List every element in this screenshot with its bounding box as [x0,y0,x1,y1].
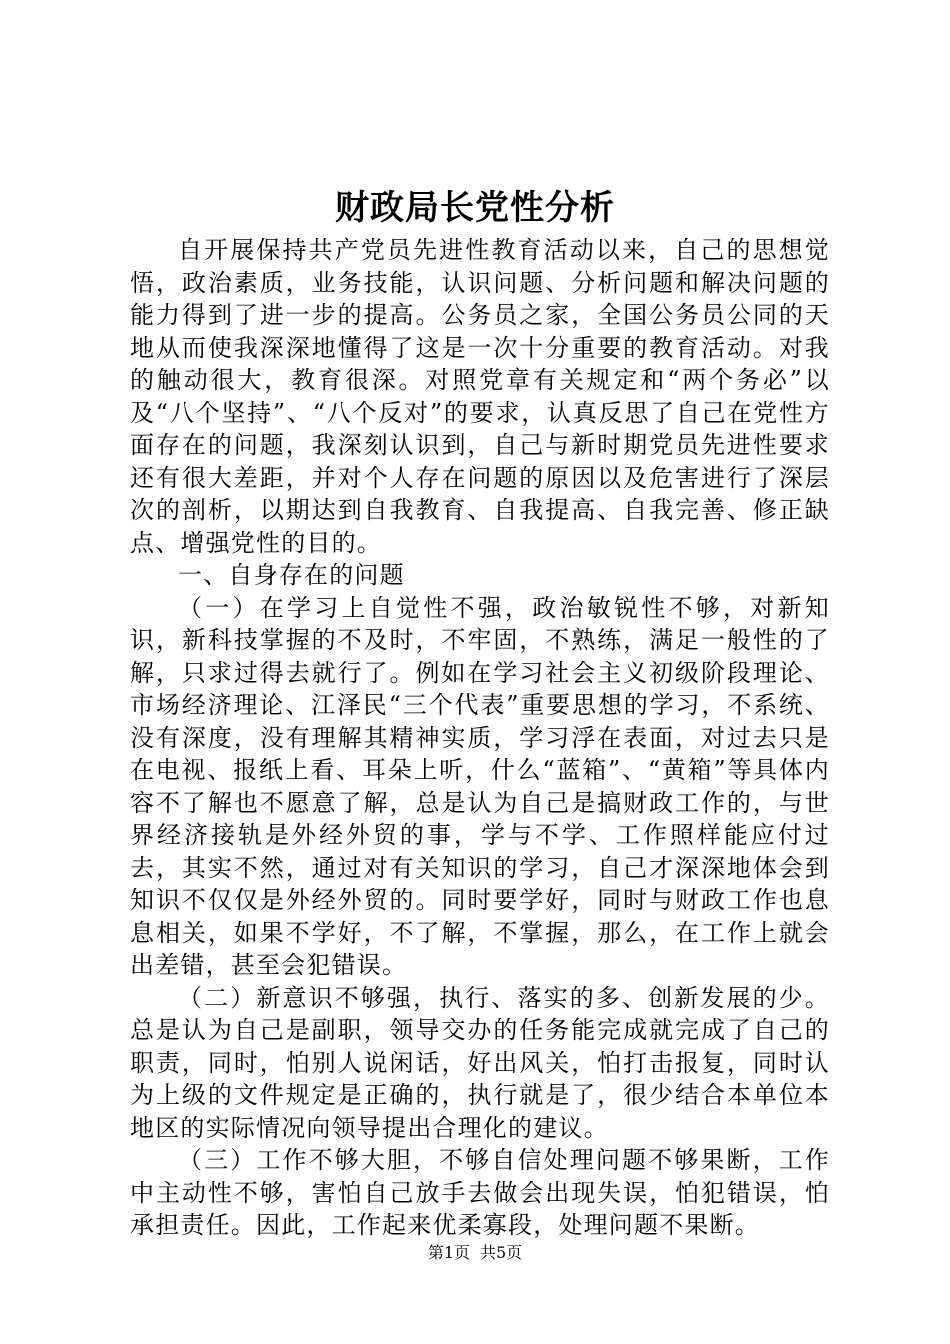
paragraph-item-2: （二）新意识不够强，执行、落实的多、创新发展的少。总是认为自己是副职，领导交办的任务能完成就完成了自己的职责，同时，怕别人说闲话，好出风关，怕打击报复，同时认为上级的文件规定是正确的，执行就是了，很少结合本单位本地区的实际情况向领导提出合理化的建议。 [130,983,830,1142]
document-title: 财政局长党性分析 [335,188,615,228]
page-footer [0,1241,950,1265]
paragraph-intro: 自开展保持共产党员先进性教育活动以来，自己的思想觉悟，政治素质，业务技能，认识问题、分析问题和解决问题的能力得到了进一步的提高。公务员之家，全国公务员公同的天地从而使我深深地懂得了这是一次十分重要的教育活动。对我的触动很大，教育很深。对照党章有关规定和“两个务必”以及“八个坚持”、“八个反对”的要求，认真反思了自己在党性方面存在的问题，我深刻认识到，自己与新时期党员先进性要求还有很大差距，并对个人存在问题的原因以及危害进行了深层次的剖析，以期达到自我教育、自我提高、自我完善、修正缺点、增强党性的目的。 [130,236,830,557]
page-number: 第1页 [427,1243,470,1262]
section-heading: 一、自身存在的问题 [178,561,405,589]
paragraph-item-3: （三）工作不够大胆，不够自信处理问题不够果断，工作中主动性不够，害怕自己放手去做会出现失误，怕犯错误，怕承担责任。因此，工作起来优柔寡段，处理问题不果断。 [130,1146,830,1239]
page-total: 共5页 [480,1243,523,1262]
document-body [130,234,830,1242]
paragraph-item-1: （一）在学习上自觉性不强，政治敏锐性不够，对新知识，新科技掌握的不及时，不牢固，不熟练，满足一般性的了解，只求过得去就行了。例如在学习社会主义初级阶段理论、市场经济理论、江泽民“三个代表”重要思想的学习，不系统、没有深度，没有理解其精神实质，学习浮在表面，对过去只是在电视、报纸上看、耳朵上听，什么“蓝箱”、“黄箱”等具体内容不了解也不愿意了解，总是认为自己是搞财政工作的，与世界经济接轨是外经外贸的事，学与不学、工作照样能应付过去，其实不然，通过对有关知识的学习，自己才深深地体会到知识不仅仅是外经外贸的。同时要学好，同时与财政工作也息息相关，如果不学好，不了解，不掌握，那么，在工作上就会出差错，甚至会犯错误。 [130,593,830,979]
